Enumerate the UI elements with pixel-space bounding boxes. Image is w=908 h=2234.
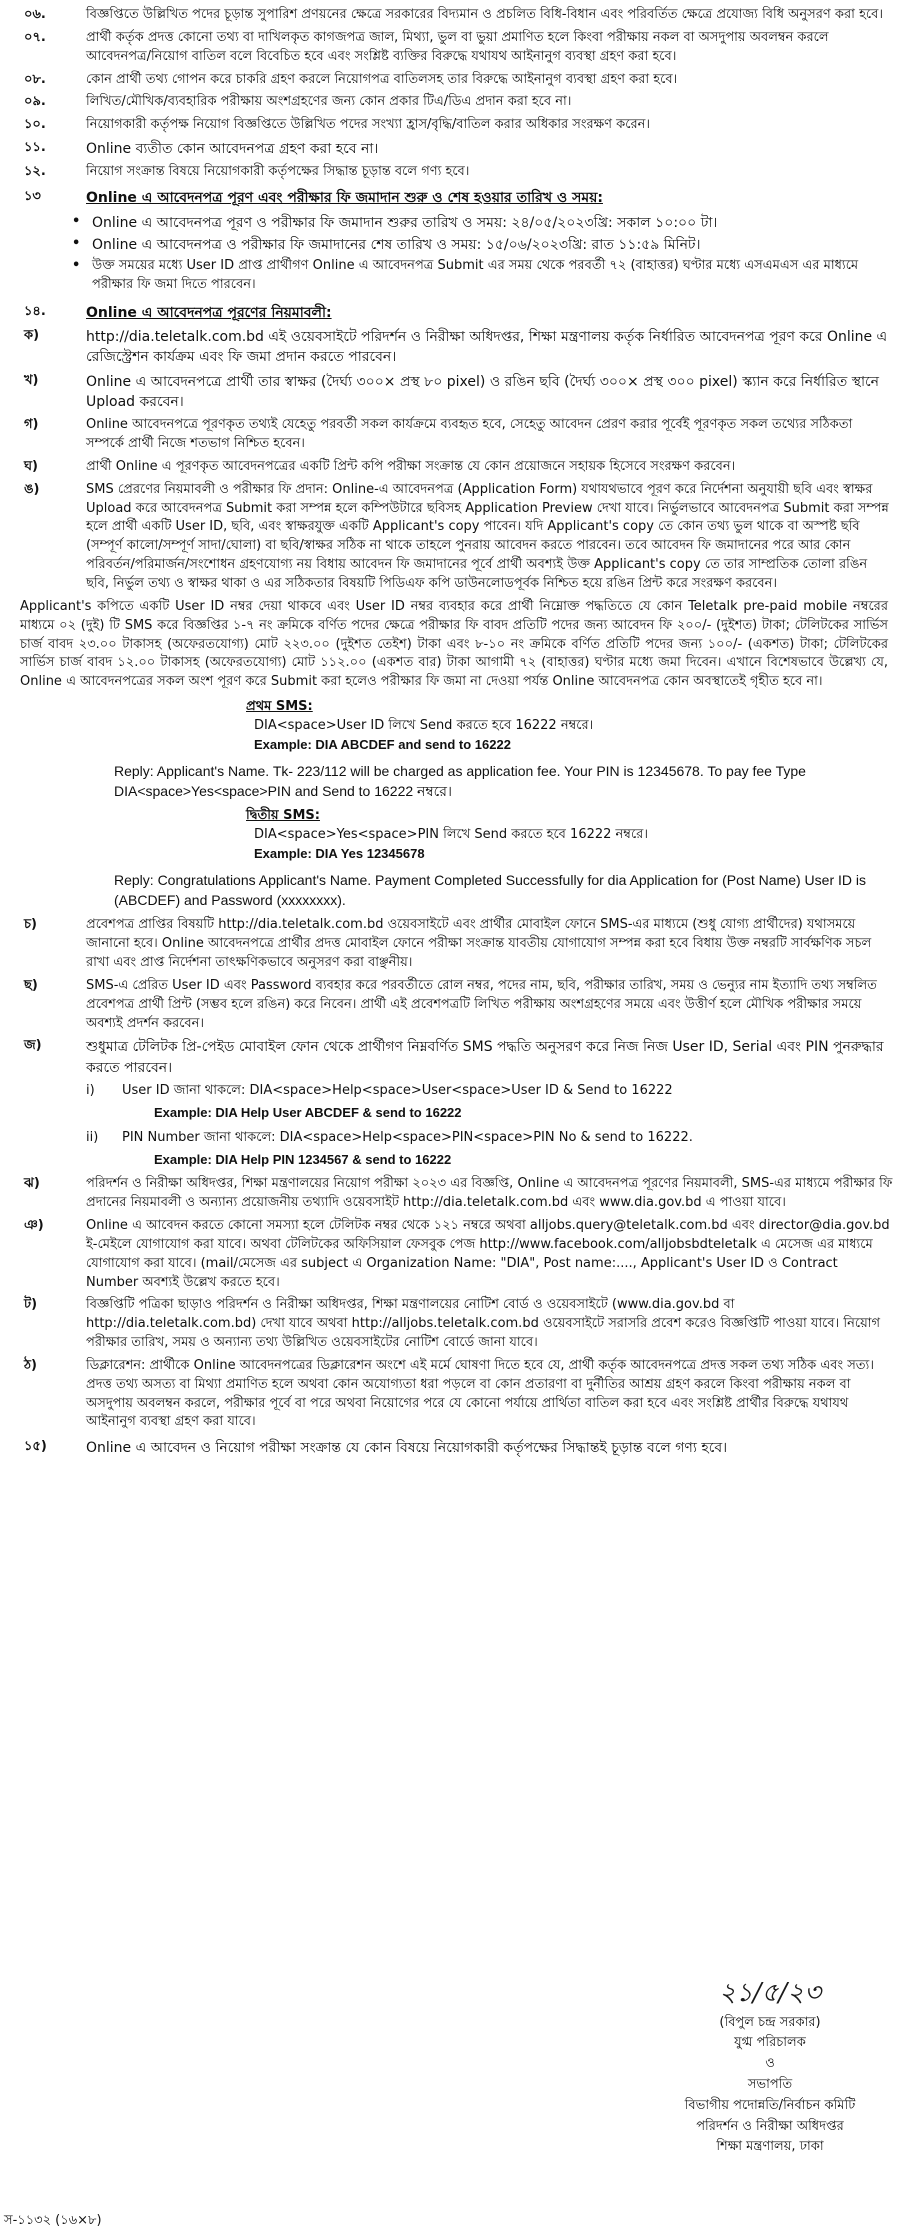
item-label: গ): [24, 417, 39, 433]
rule-text: নিয়োগ সংক্রান্ত বিষয়ে নিয়োগকারী কর্তৃপক্ষের সিদ্ধান্ত চূড়ান্ত বলে গণ্য হবে।: [86, 164, 470, 180]
item-text: SMS-এ প্রেরিত User ID এবং Password ব্যবহার করে পরবর্তীতে রোল নম্বর, পদের নাম, ছবি, পরীক্ষার তারিখ, সময় ও ভেন্যুর নাম ইত্যাদি তথ্য সম্বলিত প্রবেশপত্র প্রার্থী প্রিন্ট (সম্ভব হলে রঙিন) করে নিবেন। প্রার্থী এই প্রবেশপত্রটি লিখিত পরীক্ষায় অংশগ্রহণের সময়ে এবং উত্তীর্ণ হলে মৌখিক পরীক্ষার সময়ে অবশ্যই প্রদর্শন করবেন।: [86, 977, 877, 1031]
item-text: Online আবেদনপত্রে পূরণকৃত তথ্যই যেহেতু পরবর্তী সকল কার্যক্রমে ব্যবহৃত হবে, সেহেতু আবেদন প্রেরণ করার পূর্বেই পূরণকৃত সকল তথ্যের সঠিকতা সম্পর্কে প্রার্থী নিজে শতভাগ নিশ্চিত হবেন।: [86, 417, 853, 452]
sub-text: PIN Number জানা থাকলে: DIA<space>Help<space>PIN<space>PIN No & send to 16222.: [122, 1129, 693, 1145]
rules-list: [14, 6, 894, 182]
item-label: ঠ): [24, 1357, 37, 1373]
bullet-item: [72, 257, 894, 295]
item-label: ক): [24, 328, 40, 344]
sub-label: i): [86, 1082, 95, 1098]
item-text: Online এ আবেদনপত্রে প্রার্থী তার স্বাক্ষর (দৈর্ঘ্য ৩০০× প্রস্থ ৮০ pixel) ও রঙিন ছবি (দৈর্ঘ্য ৩০০× প্রস্থ ৩০০ pixel) স্ক্যান করে নির্ধারিত স্থানে Upload করবেন।: [86, 373, 880, 410]
item-label: ছ): [24, 977, 38, 993]
rule-10: [14, 116, 894, 135]
bullet-text: Online এ আবেদনপত্র পূরণ ও পরীক্ষার ফি জমাদান শুরুর তারিখ ও সময়: ২৪/০৫/২০২৩খ্রি: সকাল ১০:০০ টা।: [92, 214, 718, 231]
rule-number: ০৭.: [24, 29, 46, 45]
item-text: পরিদর্শন ও নিরীক্ষা অধিদপ্তর, শিক্ষা মন্ত্রণালয়ের নিয়োগ পরীক্ষা ২০২৩ এর বিজ্ঞপ্তি, Online এ আবেদনপত্র পূরণের নিয়মাবলী, SMS-এর মাধ্যমে পরীক্ষার ফি প্রদানের নিয়মাবলী ও অন্যান্য প্রয়োজনীয় তথ্যাদি ওয়েবসাইট http://dia.teletalk.com.bd এবং www.dia.gov.bd এ পাওয়া যাবে।: [86, 1176, 893, 1211]
signatory-role: সভাপতি: [747, 2077, 793, 2093]
second-sms-heading: দ্বিতীয় SMS:: [246, 808, 320, 824]
signatory-and: ও: [765, 2056, 775, 2072]
first-sms-reply: Reply: Applicant's Name. Tk- 223/112 will be charged as application fee. Your PIN is 12345678. To pay fee Type DIA<space>Yes<space>PIN and Send to 16222 নম্বরে।: [114, 762, 806, 799]
item-tha: [14, 1357, 894, 1432]
info-rules: [14, 1175, 894, 1432]
rule-number: ০৬.: [24, 7, 46, 22]
item-label: চ): [24, 917, 37, 933]
item-gha: [14, 458, 894, 477]
signatory-title: যুগ্ম পরিচালক: [734, 2035, 806, 2051]
rule-08: [14, 71, 894, 90]
rule-09: [14, 93, 894, 112]
rule-number: ০৮.: [24, 71, 46, 87]
ministry-name: শিক্ষা মন্ত্রণালয়, ঢাকা: [716, 2139, 824, 2155]
handwritten-signature: ২১/৫/২৩: [719, 1978, 821, 2008]
rule-text: Online ব্যতীত কোন আবেদনপত্র গ্রহণ করা হবে না।: [86, 141, 379, 158]
item-label: ঝ): [24, 1176, 40, 1192]
item-ga: [14, 416, 894, 454]
section-14: [14, 303, 894, 594]
rule-text: নিয়োগকারী কর্তৃপক্ষ নিয়োগ বিজ্ঞপ্তিতে উল্লিখিত পদের সংখ্যা হ্রাস/বৃদ্ধি/বাতিল করার অধিকার সংরক্ষণ করেন।: [86, 117, 651, 133]
item-label: খ): [24, 372, 39, 388]
item-label: জ): [24, 1038, 42, 1054]
bullet-item: [72, 213, 894, 233]
sub-text: User ID জানা থাকলে: DIA<space>Help<space>User<space>User ID & Send to 16222: [122, 1082, 673, 1098]
bullet-text: Online এ আবেদনপত্র ও পরীক্ষার ফি জমাদানের শেষ তারিখ ও সময়: ১৫/০৬/২০২৩খ্রি: রাত ১১:৫৯ মিনিট।: [92, 236, 701, 253]
item-cha: [14, 916, 894, 973]
bullet-icon: •: [72, 235, 81, 251]
first-sms-example: Example: DIA ABCDEF and send to 16222: [254, 736, 511, 752]
section-number: ১৫): [24, 1439, 47, 1455]
item-kha: [14, 372, 894, 413]
recovery-item: [86, 1129, 894, 1148]
second-sms-example: Example: DIA Yes 12345678: [254, 845, 425, 861]
first-sms-heading: প্রথম SMS:: [246, 699, 313, 715]
rule-number: ১১.: [24, 140, 46, 156]
section-15: [14, 1438, 894, 1458]
recovery-instructions: [14, 1082, 894, 1169]
item-text: http://dia.teletalk.com.bd এই ওয়েবসাইটে পরিদর্শন ও নিরীক্ষা অধিদপ্তর, শিক্ষা মন্ত্রণালয় কর্তৃক নির্ধারিত আবেদনপত্র পূরণ করে Online এ রেজিস্ট্রেশন কার্যক্রম এবং ফি জমা প্রদান করতে পারবেন।: [86, 329, 888, 366]
rule-text: লিখিত/মৌখিক/ব্যবহারিক পরীক্ষায় অংশগ্রহণের জন্য কোন প্রকার টিএ/ডিএ প্রদান করা হবে না।: [86, 94, 572, 110]
section-number: ১৩: [24, 189, 41, 205]
applicant-copy-paragraph: Applicant's কপিতে একটি User ID নম্বর দেয়া থাকবে এবং User ID নম্বর ব্যবহার করে প্রার্থী নিম্নোক্ত পদ্ধতিতে যে কোন Teletalk pre-paid mobile নম্বরের মাধ্যমে ০২ (দুই) টি SMS করে বিজ্ঞপ্তির ১-৭ নং ক্রমিকে বর্ণিত পদের ক্ষেত্রে পরীক্ষার ফি বাবদ প্রতিটি পদের জন্য আবেদন ফি ২০০/- (দুইশত) টাকা; টেলিটকের সার্ভিস চার্জ বাবদ ২৩.০০ টাকাসহ (অফেরতযোগ্য) মোট ২২৩.০০ (দুইশত তেইশ) টাকা এবং ৮-১০ নং ক্রমিকে বর্ণিত প্রতিটি পদের জন্য ১০০/- (একশত) টাকা; টেলিটকের সার্ভিস চার্জ বাবদ ১২.০০ টাকাসহ (অফেরতযোগ্য) মোট ১১২.০০ (একশত বার) টাকা আগামী ৭২ (বাহাত্তর) ঘণ্টার মধ্যে জমা দিবেন। এখানে বিশেষভাবে উল্লেখ্য যে, Online এ আবেদনপত্রের সকল অংশ পূরণ করে Submit করা হলেও পরীক্ষার ফি জমা না দেওয়া পর্যন্ত Online আবেদনপত্র কোন অবস্থাতেই গৃহীত হবে না।: [20, 598, 888, 690]
item-label: ট): [24, 1297, 38, 1313]
sub-label: ii): [86, 1129, 99, 1145]
signatory-name: (বিপুল চন্দ্র সরকার): [719, 2014, 821, 2030]
section-13-heading-row: [14, 188, 894, 208]
section-13: [14, 188, 894, 295]
recovery-example: Example: DIA Help User ABCDEF & send to 16222: [154, 1104, 462, 1120]
item-label: ঘ): [24, 458, 38, 474]
first-sms-format: DIA<space>User ID লিখে Send করতে হবে 16222 নম্বরে।: [254, 717, 594, 733]
recovery-item: [86, 1082, 894, 1101]
committee-name: বিভাগীয় পদোন্নতি/নির্বাচন কমিটি: [684, 2097, 856, 2113]
recovery-example: Example: DIA Help PIN 1234567 & send to 16222: [154, 1151, 452, 1167]
bullet-icon: •: [72, 258, 81, 274]
item-text: ডিক্লারেশন: প্রার্থীকে Online আবেদনপত্রের ডিক্লারেশন অংশে এই মর্মে ঘোষণা দিতে হবে যে, প্রার্থী কর্তৃক আবেদনপত্রে প্রদত্ত সকল তথ্য সঠিক এবং সত্য। প্রদত্ত তথ্য অসত্য বা মিথ্যা প্রমাণিত হলে অথবা কোন অযোগ্যতা ধরা পড়লে বা কোন প্রতারণা বা দুর্নীতির আশ্রয় গ্রহণ করলে কিংবা পরীক্ষায় নকল বা অসদুপায় অবলম্বন করলে, পরীক্ষার পূর্বে বা পরে অথবা নিয়োগের পরে যে কোনো পর্যায়ে প্রার্থিতা বাতিল করা হবে এবং সংশ্লিষ্ট প্রার্থীর বিরুদ্ধে যথাযথ আইনানুগ ব্যবস্থা গ্রহণ করা যাবে।: [86, 1357, 874, 1430]
rule-text: প্রার্থী কর্তৃক প্রদত্ত কোনো তথ্য বা দাখিলকৃত কাগজপত্র জাল, মিথ্যা, ভুল বা ভুয়া প্রমাণিত হলে কিংবা পরীক্ষায় নকল বা অসদুপায় অবলম্বন করলে আবেদনপত্র/নিয়োগ বাতিল বলে বিবেচিত হবে এবং সংশ্লিষ্ট ব্যক্তির বিরুদ্ধে যথাযথ আইনানুগ ব্যবস্থা গ্রহণ করা হবে।: [86, 29, 829, 64]
section-heading: Online এ আবেদনপত্র পূরণের নিয়মাবলী:: [86, 304, 332, 321]
item-text: বিজ্ঞপ্তিটি পত্রিকা ছাড়াও পরিদর্শন ও নিরীক্ষা অধিদপ্তর, শিক্ষা মন্ত্রণালয়ের নোটিশ বোর্ড ও ওয়েবসাইটে (www.dia.gov.bd বা http://dia.teletalk.com.bd) দেখা যাবে অথবা http://alljobs.teletalk.com.bd ওয়েবসাইটে সরাসরি প্রবেশ করেও বিজ্ঞপ্তিটি পাওয়া যাবে। নিয়োগ পরীক্ষার তারিখ, সময় ও অন্যান্য তথ্য উল্লিখিত ওয়েবসাইটের নোটিশ বোর্ডে জানা যাবে।: [86, 1297, 881, 1351]
section-heading: Online এ আবেদনপত্র পূরণ এবং পরীক্ষার ফি জমাদান শুরু ও শেষ হওয়ার তারিখ ও সময়:: [86, 190, 603, 207]
item-jha: [14, 1175, 894, 1213]
item-text: শুধুমাত্র টেলিটক প্রি-পেইড মোবাইল ফোন থেকে প্রার্থীগণ নিম্নবর্ণিত SMS পদ্ধতি অনুসরণ করে নিজ নিজ User ID, Serial এবং PIN পুনরুদ্ধার করতে পারবেন।: [86, 1039, 884, 1076]
bullet-icon: •: [72, 213, 81, 229]
item-ta: [14, 1296, 894, 1353]
item-ja: [14, 1037, 894, 1078]
rule-number: ১০.: [24, 117, 46, 133]
item-nya: [14, 1217, 894, 1292]
second-sms-format: DIA<space>Yes<space>PIN লিখে Send করতে হবে 16222 নম্বরে।: [254, 827, 648, 843]
item-ka: [14, 327, 894, 368]
rule-number: ০৯.: [24, 94, 46, 110]
item-text: প্রার্থী Online এ পূরণকৃত আবেদনপত্রের একটি প্রিন্ট কপি পরীক্ষা সংক্রান্ত যে কোন প্রয়োজনে সহায়ক হিসেবে সংরক্ষণ করবেন।: [86, 458, 736, 474]
signature-block: [640, 1975, 900, 2158]
item-label: ঞ): [24, 1218, 44, 1234]
item-uma: [14, 481, 894, 594]
item-text: SMS প্রেরণের নিয়মাবলী ও পরীক্ষার ফি প্রদান: Online-এ আবেদনপত্র (Application Form) যথাযথভাবে পূরণ করে নির্দেশনা অনুযায়ী ছবি এবং স্বাক্ষর Upload করে আবেদনপত্র Submit করা সম্পন্ন হলে কম্পিউটারে ছবিসহ Application Preview দেখা যাবে। নির্ভুলভাবে আবেদনপত্র Submit করা সম্পন্ন হলে প্রার্থী একটি User ID, ছবি, এবং স্বাক্ষরযুক্ত একটি Applicant's copy পাবেন। যদি Applicant's copy তে কোন তথ্য ভুল থাকে বা অস্পষ্ট ছবি (সম্পূর্ণ কালো/সম্পূর্ণ সাদা/ঘোলা) বা ছবি/স্বাক্ষর সঠিক না থাকে তাহলে পুনরায় আবেদন করতে পারবেন। তবে আবেদন ফি জমাদানের পরে আর কোন পরিবর্তন/পরিমার্জন/সংশোধন গ্রহণযোগ্য নয় বিধায় আবেদন ফি জমাদানের পূর্বে প্রার্থী অবশ্যই উক্ত Applicant's copy তে তার সাম্প্রতিক তোলা রঙিন ছবি, নির্ভুল তথ্য ও স্বাক্ষর থাকা ও এর সঠিকতার বিষয়টি পিডিএফ কপি ডাউনলোডপূর্বক নিশ্চিত হয়ে রঙিন প্রিন্ট করে সংরক্ষণ করবেন।: [86, 481, 889, 592]
item-text: প্রবেশপত্র প্রাপ্তির বিষয়টি http://dia.teletalk.com.bd ওয়েবসাইটে এবং প্রার্থীর মোবাইল ফোনে SMS-এর মাধ্যমে (শুধু যোগ্য প্রার্থীদের) যথাসময়ে জানানো হবে। Online আবেদনপত্রে প্রার্থীর প্রদত্ত মোবাইল ফোনে পরীক্ষা সংক্রান্ত যাবতীয় যোগাযোগ সম্পন্ন করা হবে বিধায় উক্ত নম্বরটি সার্বক্ষণিক সচল রাখা এবং প্রাপ্ত নির্দেশনা তাৎক্ষণিকভাবে অনুসরণ করা বাঞ্ছনীয়।: [86, 917, 872, 971]
rule-text: কোন প্রার্থী তথ্য গোপন করে চাকরি গ্রহণ করলে নিয়োগপত্র বাতিলসহ তার বিরুদ্ধে আইনানুগ ব্যবস্থা গ্রহণ করা হবে।: [86, 71, 678, 87]
second-sms-reply: Reply: Congratulations Applicant's Name. Payment Completed Successfully for dia Application for (Post Name) User ID is (ABCDEF) and Password (xxxxxxxx).: [114, 871, 867, 909]
office-name: পরিদর্শন ও নিরীক্ষা অধিদপ্তর: [696, 2118, 844, 2134]
item-label: ঙ): [24, 481, 40, 497]
rule-12: [14, 163, 894, 182]
footer-code: স-১১৩২ (১৬×৮): [4, 2213, 102, 2228]
section-number: ১৪.: [24, 303, 46, 319]
sms-instructions: [14, 698, 894, 910]
section-14-heading-row: [14, 303, 894, 323]
item-text: Online এ আবেদন করতে কোনো সমস্যা হলে টেলিটক নম্বর থেকে ১২১ নম্বরে অথবা alljobs.query@teletalk.com.bd এবং director@dia.gov.bd ই-মেইলে যোগাযোগ করা যাবে। অথবা টেলিটকের অফিসিয়াল ফেসবুক পেজ http://www.facebook.com/alljobsbdteletalk এ মেসেজ এর মাধ্যমে যোগাযোগ করা যাবে। (mail/মেসেজ এর subject এ Organization Name: "DIA", Post name:...., Applicant's User ID ও Contract Number অবশ্যই উল্লেখ করতে হবে।: [86, 1218, 890, 1290]
bullet-item: [72, 235, 894, 255]
rule-07: [14, 29, 894, 67]
admit-card-rules: [14, 916, 894, 1078]
section-text: Online এ আবেদন ও নিয়োগ পরীক্ষা সংক্রান্ত যে কোন বিষয়ে নিয়োগকারী কর্তৃপক্ষের সিদ্ধান্তই চূড়ান্ত বলে গণ্য হবে।: [86, 1440, 728, 1457]
rule-text: বিজ্ঞপ্তিতে উল্লিখিত পদের চূড়ান্ত সুপারিশ প্রণয়নের ক্ষেত্রে সরকারের বিদ্যমান ও প্রচলিত বিধি-বিধান এবং পরিবর্তিত ক্ষেত্রে প্রযোজ্য বিধি অনুসরণ করা হবে।: [86, 7, 884, 22]
bullet-text: উক্ত সময়ের মধ্যে User ID প্রাপ্ত প্রার্থীগণ Online এ আবেদনপত্র Submit এর সময় থেকে পরবর্তী ৭২ (বাহাত্তর) ঘণ্টার মধ্যে এসএমএস এর মাধ্যমে পরীক্ষার ফি জমা দিতে পারবেন।: [92, 258, 859, 292]
rule-number: ১২.: [24, 164, 46, 180]
item-chha: [14, 977, 894, 1034]
rule-06: [14, 6, 894, 25]
rule-11: [14, 139, 894, 159]
